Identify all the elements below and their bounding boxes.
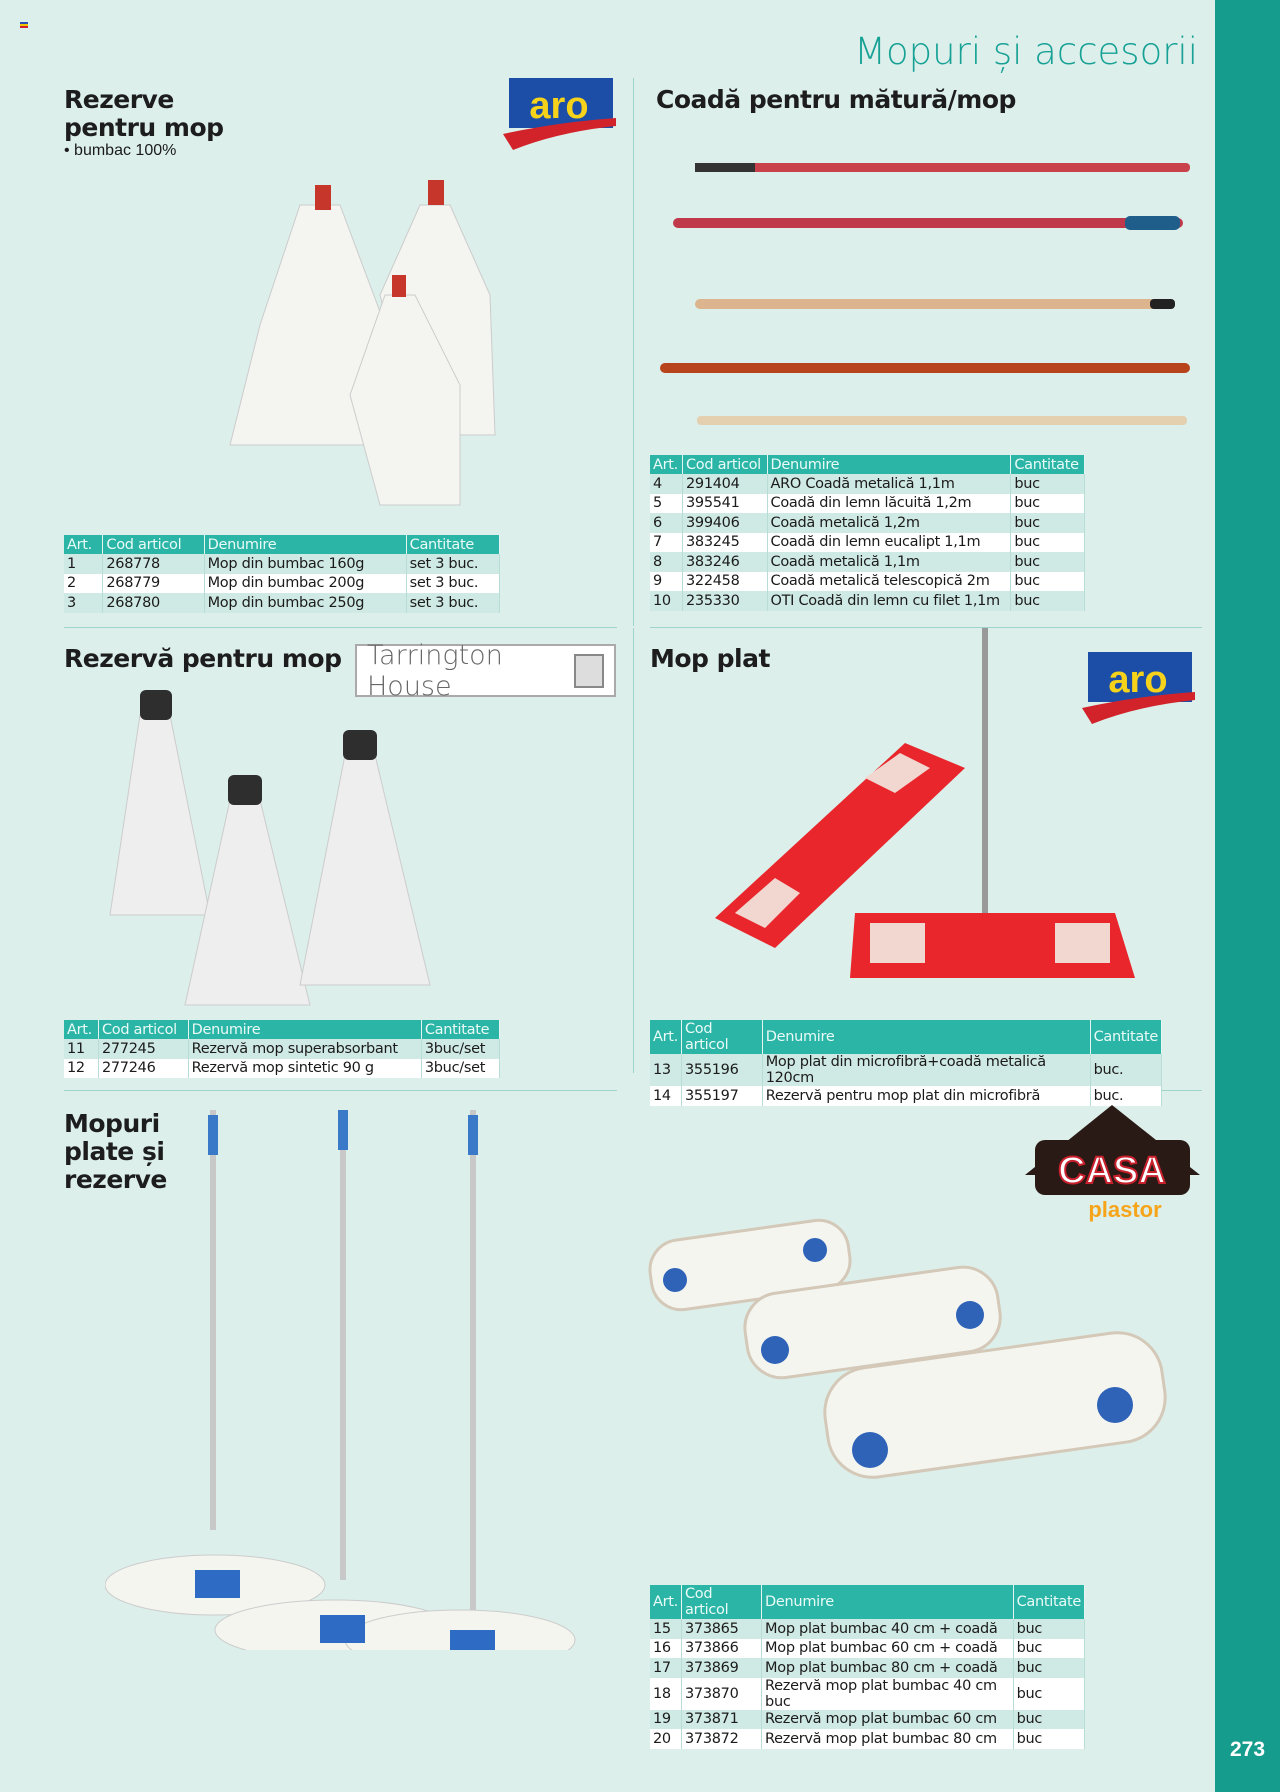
- table-cell: 1: [64, 554, 103, 574]
- section-title: Mop plat: [650, 644, 770, 673]
- cotton-mop-heads-image: [220, 175, 550, 515]
- column-header: Cod articol: [682, 455, 767, 474]
- table-cell: Mop din bumbac 250g: [204, 593, 406, 613]
- table-cell: 373871: [681, 1710, 761, 1730]
- table-cell: 11: [64, 1039, 98, 1059]
- column-header: Cantitate: [406, 535, 499, 554]
- table-cell: [64, 1020, 500, 1039]
- table-row: [650, 572, 1085, 592]
- svg-text:aro: aro: [529, 85, 589, 127]
- table-cell: 6: [650, 513, 682, 533]
- table-cell: 2: [64, 574, 103, 594]
- product-table-2: [650, 455, 1085, 611]
- table-cell: Coadă din lemn lăcuită 1,2m: [767, 494, 1011, 514]
- table-cell: buc.: [1090, 1086, 1161, 1106]
- table-row: [64, 1059, 500, 1079]
- table-row: [650, 1054, 1162, 1086]
- column-header: Art.: [650, 1020, 681, 1054]
- table-row: [650, 1678, 1085, 1710]
- table-row: [650, 1619, 1085, 1639]
- table-cell: buc: [1011, 494, 1085, 514]
- table-cell: 373865: [681, 1619, 761, 1639]
- column-header: Cod articol: [681, 1020, 762, 1054]
- table-row: [64, 593, 500, 613]
- column-header: Art.: [650, 455, 682, 474]
- svg-text:CASA: CASA: [1058, 1150, 1166, 1192]
- section-title: Coadă pentru mătură/mop: [656, 85, 1016, 114]
- column-header: Denumire: [767, 455, 1011, 474]
- table-cell: buc: [1013, 1710, 1084, 1730]
- table-cell: [650, 1020, 1162, 1054]
- table-row: [650, 1658, 1085, 1678]
- table-cell: Coadă din lemn eucalipt 1,1m: [767, 533, 1011, 553]
- table-cell: 19: [650, 1710, 681, 1730]
- table-cell: buc: [1011, 572, 1085, 592]
- table-cell: 9: [650, 572, 682, 592]
- table-row: [650, 1710, 1085, 1730]
- table-cell: buc: [1013, 1658, 1084, 1678]
- table-cell: buc: [1011, 474, 1085, 494]
- table-row: [650, 533, 1085, 553]
- flat-mop-refills-image: [645, 1210, 1185, 1530]
- table-cell: Rezervă pentru mop plat din microfibră: [762, 1086, 1090, 1106]
- tarrington-house-logo: Tarrington House: [355, 644, 616, 697]
- table-row: [650, 552, 1085, 572]
- table-cell: 14: [650, 1086, 681, 1106]
- table-cell: buc: [1013, 1678, 1084, 1710]
- table-cell: set 3 buc.: [406, 593, 499, 613]
- flag-icon: [20, 22, 28, 28]
- table-cell: 3buc/set: [421, 1059, 499, 1079]
- section-title: Rezervă pentru mop: [64, 644, 342, 673]
- table-cell: Coadă metalică 1,2m: [767, 513, 1011, 533]
- table-cell: set 3 buc.: [406, 574, 499, 594]
- table-cell: Coadă metalică telescopică 2m: [767, 572, 1011, 592]
- mop-refills-image: [100, 685, 440, 1010]
- table-row: [650, 494, 1085, 514]
- column-header: Cantitate: [1090, 1020, 1161, 1054]
- product-table-1: [64, 535, 500, 613]
- page-title: Mopuri și accesorii: [854, 30, 1198, 73]
- table-cell: 12: [64, 1059, 98, 1079]
- table-cell: Mop plat bumbac 40 cm + coadă: [762, 1619, 1014, 1639]
- flat-mops-with-handles-image: [105, 1110, 635, 1650]
- table-cell: 355196: [681, 1054, 762, 1086]
- table-cell: 20: [650, 1729, 681, 1749]
- table-cell: Rezervă mop plat bumbac 80 cm: [762, 1729, 1014, 1749]
- column-header: Denumire: [188, 1020, 421, 1039]
- product-table-3: [64, 1020, 500, 1078]
- column-header: Cod articol: [103, 535, 204, 554]
- table-cell: 355197: [681, 1086, 762, 1106]
- table-cell: Rezervă mop sintetic 90 g: [188, 1059, 421, 1079]
- table-cell: 383246: [682, 552, 767, 572]
- table-cell: Rezervă mop plat bumbac 40 cm buc: [762, 1678, 1014, 1710]
- table-row: [64, 1039, 500, 1059]
- table-cell: Mop din bumbac 160g: [204, 554, 406, 574]
- table-cell: buc: [1011, 533, 1085, 553]
- table-row: [650, 1639, 1085, 1659]
- column-header: Cantitate: [1011, 455, 1085, 474]
- svg-text:plastor: plastor: [1088, 1197, 1162, 1222]
- section-title: Mopuri plate și rezerve: [64, 1109, 167, 1194]
- table-row: [650, 513, 1085, 533]
- product-table-5: [650, 1585, 1085, 1749]
- table-row: [650, 474, 1085, 494]
- table-cell: Mop din bumbac 200g: [204, 574, 406, 594]
- section-note: • bumbac 100%: [64, 142, 177, 159]
- table-cell: set 3 buc.: [406, 554, 499, 574]
- table-cell: buc: [1013, 1619, 1084, 1639]
- table-row: [650, 1729, 1085, 1749]
- column-header: Cod articol: [98, 1020, 188, 1039]
- flat-mop-image: [715, 628, 1145, 988]
- table-cell: 3buc/set: [421, 1039, 499, 1059]
- table-cell: buc: [1011, 591, 1085, 611]
- table-cell: 16: [650, 1639, 681, 1659]
- column-header: Cod articol: [681, 1585, 761, 1619]
- table-cell: buc: [1013, 1639, 1084, 1659]
- divider: [633, 628, 634, 1073]
- divider: [633, 78, 634, 626]
- column-header: Denumire: [762, 1020, 1090, 1054]
- table-cell: [64, 535, 500, 554]
- aro-logo: [503, 78, 616, 150]
- column-header: Cantitate: [1013, 1585, 1084, 1619]
- table-cell: 18: [650, 1678, 681, 1710]
- section-title: Rezerve pentru mop: [64, 85, 224, 142]
- table-cell: 10: [650, 591, 682, 611]
- table-cell: 373869: [681, 1658, 761, 1678]
- divider: [64, 1090, 617, 1091]
- table-cell: 395541: [682, 494, 767, 514]
- table-cell: 13: [650, 1054, 681, 1086]
- table-cell: [650, 455, 1085, 474]
- column-header: Denumire: [762, 1585, 1014, 1619]
- table-cell: Coadă metalică 1,1m: [767, 552, 1011, 572]
- table-cell: 373870: [681, 1678, 761, 1710]
- table-cell: Rezervă mop plat bumbac 60 cm: [762, 1710, 1014, 1730]
- table-cell: 277245: [98, 1039, 188, 1059]
- table-cell: 4: [650, 474, 682, 494]
- column-header: Art.: [64, 1020, 98, 1039]
- table-cell: 15: [650, 1619, 681, 1639]
- table-cell: buc: [1011, 552, 1085, 572]
- table-cell: Mop plat bumbac 80 cm + coadă: [762, 1658, 1014, 1678]
- table-cell: 235330: [682, 591, 767, 611]
- page-number: 273: [1229, 1738, 1266, 1761]
- divider: [64, 627, 617, 628]
- table-cell: ARO Coadă metalică 1,1m: [767, 474, 1011, 494]
- svg-text:aro: aro: [1108, 659, 1168, 701]
- table-cell: 399406: [682, 513, 767, 533]
- product-table-4: [650, 1020, 1162, 1106]
- table-row: [64, 554, 500, 574]
- column-header: Art.: [650, 1585, 681, 1619]
- table-cell: 5: [650, 494, 682, 514]
- side-band: [1215, 0, 1280, 1792]
- table-cell: buc: [1011, 513, 1085, 533]
- table-cell: 268780: [103, 593, 204, 613]
- table-cell: buc: [1013, 1729, 1084, 1749]
- column-header: Art.: [64, 535, 103, 554]
- table-cell: 268779: [103, 574, 204, 594]
- table-cell: 3: [64, 593, 103, 613]
- handles-image: [655, 150, 1195, 435]
- table-row: [650, 591, 1085, 611]
- table-cell: 7: [650, 533, 682, 553]
- table-cell: buc.: [1090, 1054, 1161, 1086]
- table-cell: Mop plat bumbac 60 cm + coadă: [762, 1639, 1014, 1659]
- table-cell: 322458: [682, 572, 767, 592]
- table-cell: 268778: [103, 554, 204, 574]
- table-cell: Rezervă mop superabsorbant: [188, 1039, 421, 1059]
- column-header: Cantitate: [421, 1020, 499, 1039]
- table-cell: [650, 1585, 1085, 1619]
- table-cell: 373872: [681, 1729, 761, 1749]
- table-row: [650, 1086, 1162, 1106]
- table-cell: 291404: [682, 474, 767, 494]
- table-cell: 373866: [681, 1639, 761, 1659]
- column-header: Denumire: [204, 535, 406, 554]
- table-cell: Mop plat din microfibră+coadă metalică 120cm: [762, 1054, 1090, 1086]
- table-cell: 8: [650, 552, 682, 572]
- table-cell: 383245: [682, 533, 767, 553]
- table-row: [64, 574, 500, 594]
- table-cell: OTI Coadă din lemn cu filet 1,1m: [767, 591, 1011, 611]
- table-cell: 17: [650, 1658, 681, 1678]
- table-cell: 277246: [98, 1059, 188, 1079]
